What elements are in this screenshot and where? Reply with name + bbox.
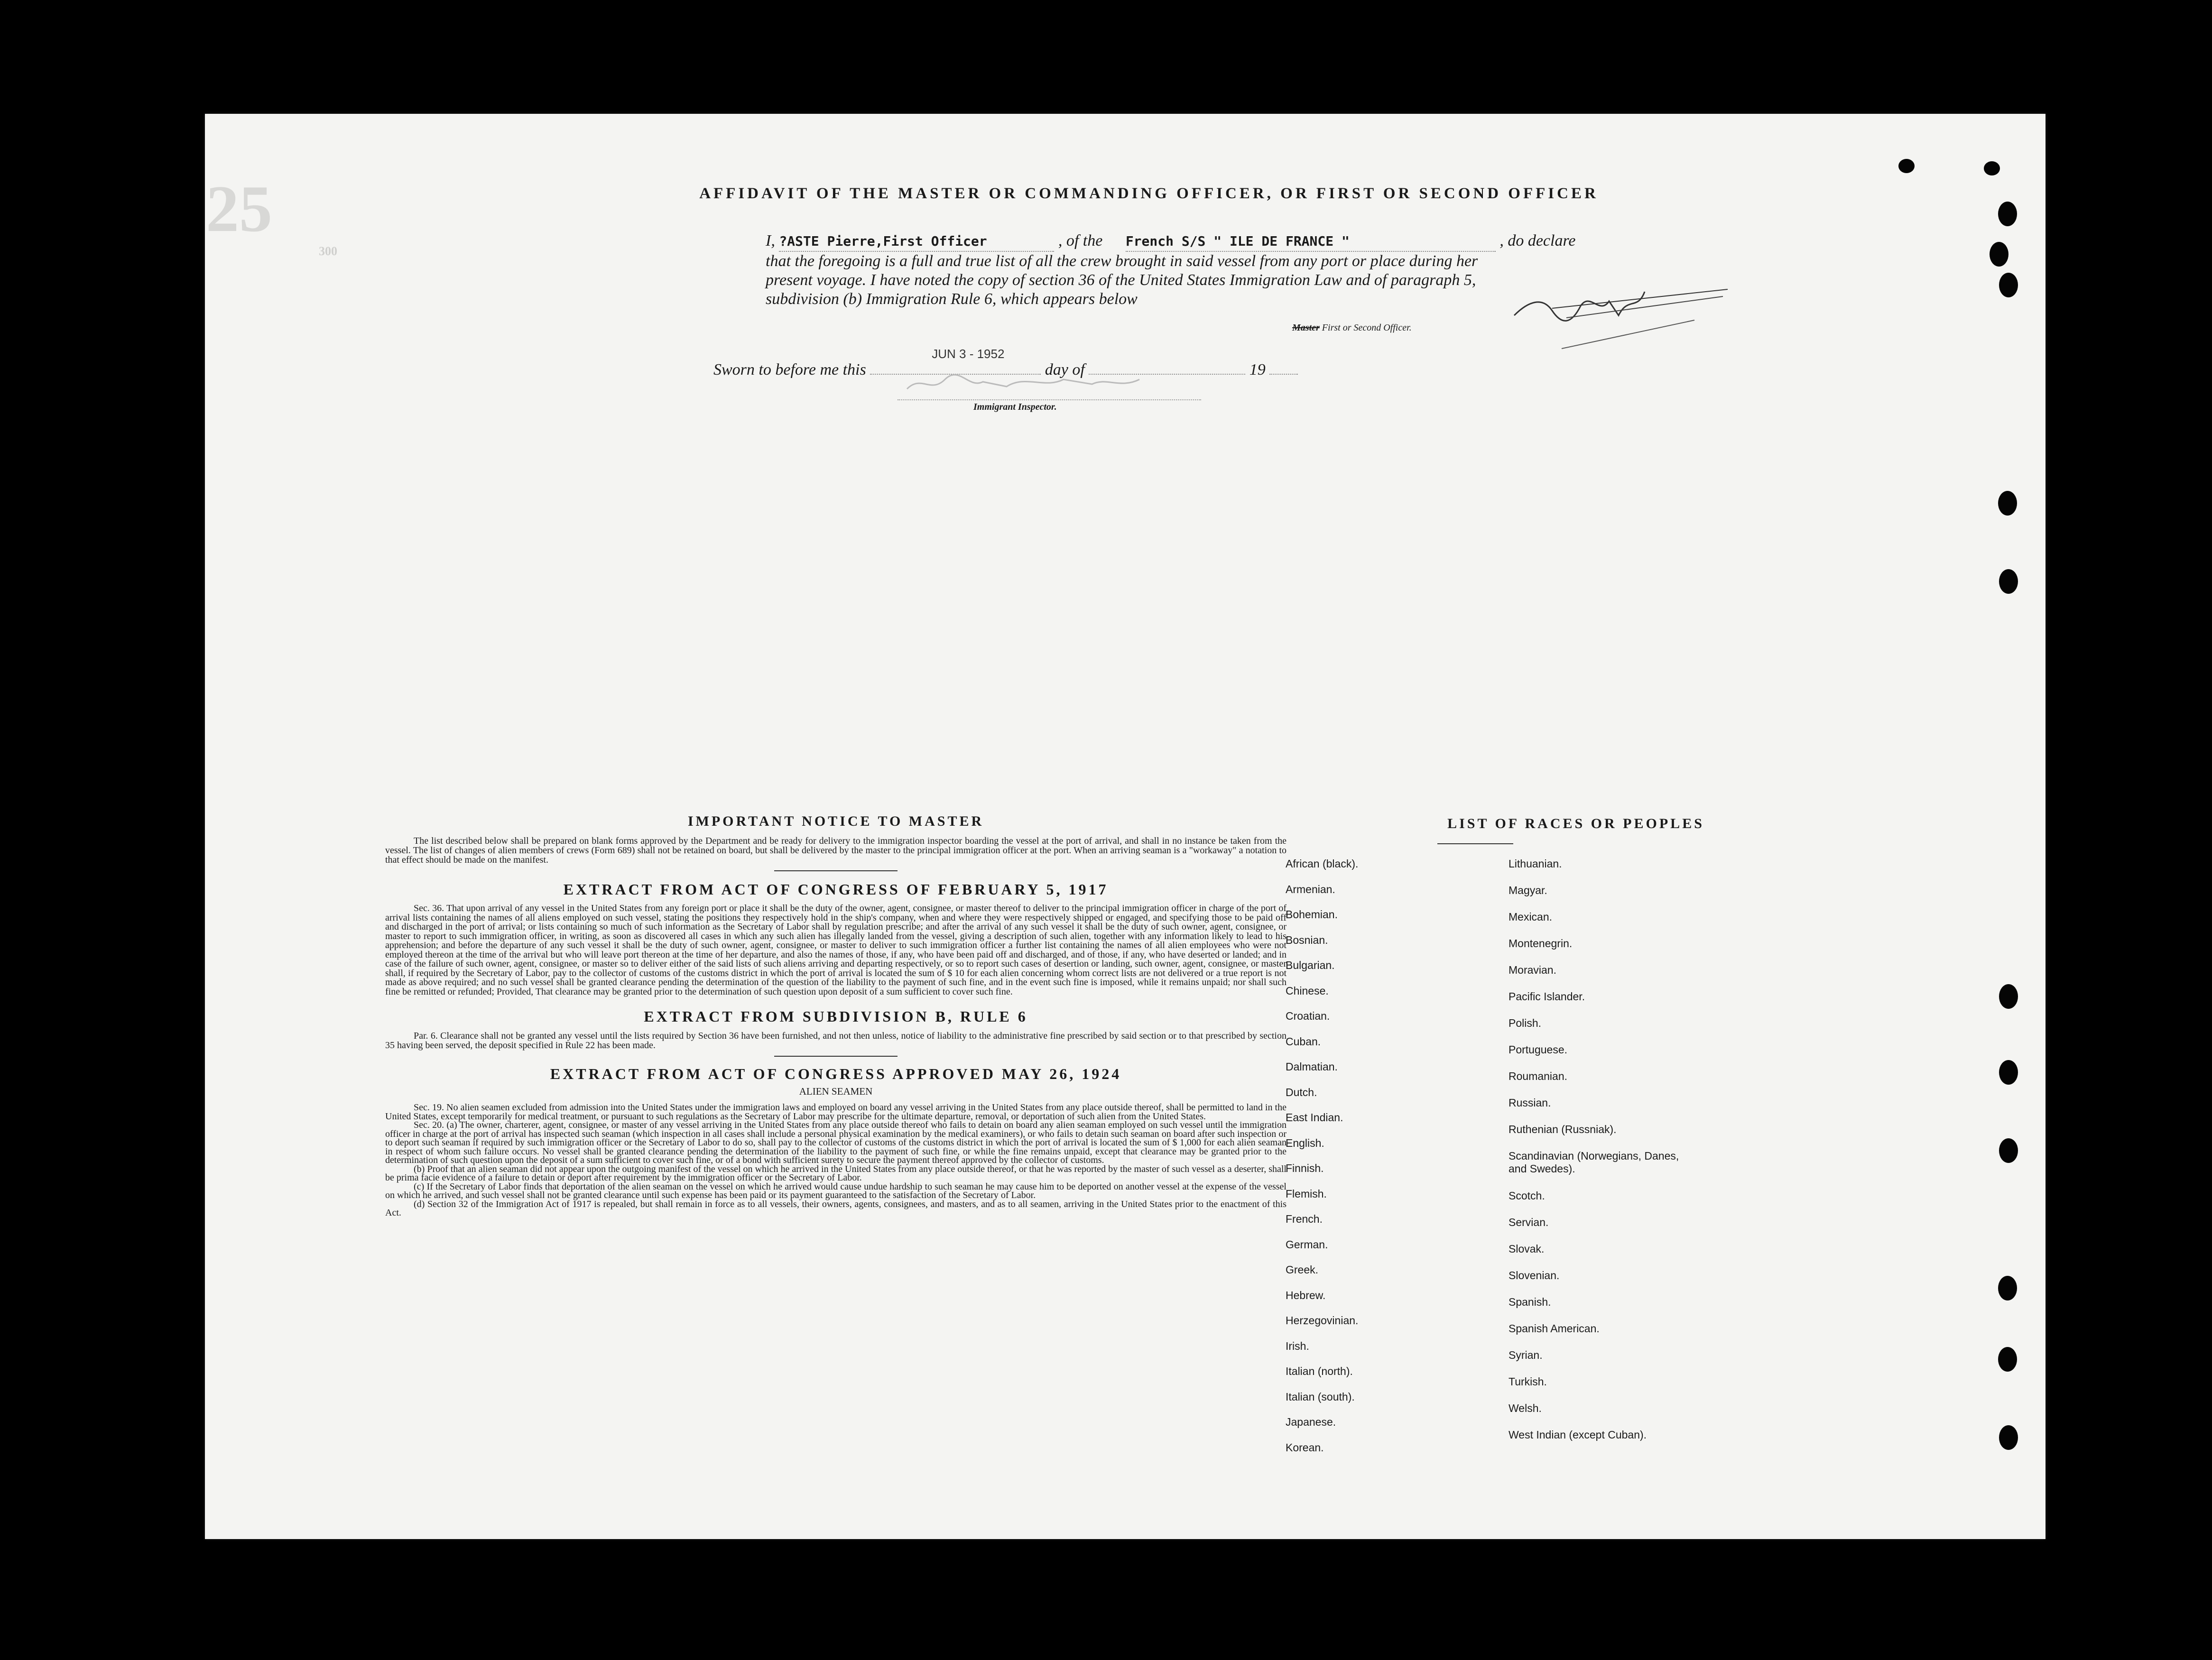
race-item: Croatian.	[1286, 1010, 1330, 1022]
affidavit-title: AFFIDAVIT OF THE MASTER OR COMMANDING OFFICER, OR FIRST OR SECOND OFFICER	[699, 185, 1599, 202]
punch-hole	[1984, 161, 2000, 175]
race-item: Finnish.	[1286, 1162, 1324, 1174]
race-item: German.	[1286, 1238, 1328, 1251]
divider	[774, 1056, 898, 1057]
race-item: Greek.	[1286, 1263, 1319, 1276]
race-item: Mexican.	[1509, 911, 1553, 923]
race-item: Korean.	[1286, 1441, 1324, 1454]
race-item: Welsh.	[1509, 1402, 1542, 1414]
race-item: East Indian.	[1286, 1111, 1343, 1124]
race-item: Japanese.	[1286, 1416, 1336, 1428]
vessel-name: French S/S " ILE DE FRANCE "	[1126, 232, 1496, 252]
race-item: Slovenian.	[1509, 1269, 1560, 1282]
race-item: French.	[1286, 1213, 1323, 1225]
extract3-para: Sec. 19. No alien seamen excluded from admission into the United States under the immigration laws and employed on board any vessel arriving in the United States from any place outside thereof, shall be permitted to land in the United States, except temporarily for medical treatment, or pursuant to such regulations as the Secretary of Labor may prescribe for the ultimate departure, removal, or deportation of such alien from the United States.	[385, 1102, 1286, 1122]
extract1-title: EXTRACT FROM ACT OF CONGRESS OF FEBRUARY 5, 1917	[563, 881, 1109, 898]
race-item: Moravian.	[1509, 964, 1556, 976]
races-title: LIST OF RACES OR PEOPLES	[1447, 816, 1704, 831]
stamp-small: 300	[319, 244, 337, 258]
notice-section	[385, 813, 1286, 1217]
notice-body: The list described below shall be prepared on blank forms approved by the Department and be ready for delivery to the immigration inspector boarding the vessel at the port of arrival, and shall in no instance be taken from the vessel. The list of changes of alien members of crews (Form 689) shall not be retained on board, but shall be delivered by the master to the principal immigration officer at the port. When an arriving seaman is a "workaway" a notation to that effect should be made on the manifest.	[385, 836, 1286, 865]
punch-hole	[1999, 1060, 2018, 1085]
extract2-title: EXTRACT FROM SUBDIVISION B, RULE 6	[644, 1008, 1028, 1025]
race-item: Spanish.	[1509, 1296, 1551, 1308]
race-item: Slovak.	[1509, 1243, 1545, 1255]
extract3-subtitle: ALIEN SEAMEN	[799, 1086, 873, 1097]
race-item: Syrian.	[1509, 1349, 1543, 1361]
punch-hole	[1998, 1347, 2017, 1372]
extract3-para: Sec. 20. (a) The owner, charterer, agent, consignee, or master of any vessel arriving in the United States from any place outside thereof who fails to detain on board any alien seaman employed on such vessel until the immigration officer in charge at the port of arrival has inspected such seaman (which inspection in all cases shall include a personal physical examination by the medical examiners), or who fails to detain such seaman on board after such inspection or to deport such seaman if required by such immigration officer or the Secretary of Labor to do so, shall pay to the collector of customs of the customs district in which the port of arrival is located the sum of $ 1,000 for each alien seaman in respect of whom such failure occurs. No vessel shall be granted clearance pending the determination of the liability to the payment of such fine, or while the fine remains unpaid, except that clearance may be granted prior to the determination of such question upon the deposit of a sum sufficient to cover such fine, or of a bond with sufficient surety to secure the payment thereof approved by the collector of customs.	[385, 1120, 1286, 1165]
race-item: Servian.	[1509, 1216, 1549, 1228]
race-item: Roumanian.	[1509, 1070, 1568, 1082]
year-field	[1269, 374, 1298, 375]
race-item: Armenian.	[1286, 883, 1335, 895]
punch-hole	[1999, 1138, 2018, 1163]
race-item: Lithuanian.	[1509, 858, 1562, 870]
document-sheet	[205, 114, 2045, 1539]
extract2-body: Par. 6. Clearance shall not be granted any vessel until the lists required by Section 36 have been furnished, and not then unless, notice of liability to the administrative fine prescribed by said section or to that prescribed by section 35 having been served, the deposit specified in Rule 22 has been made.	[385, 1031, 1286, 1051]
punch-hole	[1990, 242, 2008, 267]
stamp-number: 25	[206, 172, 272, 246]
declaration-line-4: subdivision (b) Immigration Rule 6, which appears below	[766, 290, 1138, 308]
inspector-signature	[902, 370, 1168, 398]
notice-title: IMPORTANT NOTICE TO MASTER	[687, 813, 984, 829]
race-item: Dutch.	[1286, 1086, 1317, 1098]
race-item: Bosnian.	[1286, 933, 1328, 946]
race-item: Cuban.	[1286, 1035, 1321, 1048]
declaration-line-2: that the foregoing is a full and true list of all the crew brought in said vessel from any port or place during her	[766, 252, 1478, 270]
punch-hole	[1999, 569, 2018, 594]
officer-signature	[1372, 282, 1732, 353]
inspector-label: Immigrant Inspector.	[973, 402, 1057, 412]
of-the-label: , of the	[1058, 232, 1103, 249]
race-item: Herzegovinian.	[1286, 1314, 1359, 1327]
divider	[774, 870, 898, 871]
race-item: Magyar.	[1509, 884, 1547, 896]
race-item: Polish.	[1509, 1017, 1542, 1029]
extract3-title: EXTRACT FROM ACT OF CONGRESS APPROVED MAY 26, 1924	[550, 1065, 1122, 1082]
sworn-label: Sworn to before me this	[713, 361, 866, 378]
race-item: Pacific Islander.	[1509, 990, 1585, 1003]
signature-caption: Master First or Second Officer.	[1292, 323, 1412, 333]
punch-hole	[1998, 491, 2017, 516]
race-item: Scotch.	[1509, 1190, 1545, 1202]
race-item: Chinese.	[1286, 984, 1329, 997]
race-item: Flemish.	[1286, 1187, 1327, 1200]
punch-hole	[1898, 159, 1915, 173]
race-item: Ruthenian (Russniak).	[1509, 1123, 1617, 1135]
race-item: Montenegrin.	[1509, 937, 1573, 950]
year-label: 19	[1249, 361, 1266, 378]
race-item: Turkish.	[1509, 1375, 1547, 1388]
inspector-line	[898, 399, 1201, 400]
race-item: Bohemian.	[1286, 908, 1338, 921]
race-item: Hebrew.	[1286, 1289, 1326, 1301]
i-label: I,	[766, 232, 775, 249]
race-item: Spanish American.	[1509, 1322, 1600, 1335]
race-item: Irish.	[1286, 1339, 1309, 1352]
race-item: West Indian (except Cuban).	[1509, 1429, 1647, 1441]
date-stamp: JUN 3 - 1952	[932, 347, 1005, 361]
race-item: Portuguese.	[1509, 1043, 1568, 1056]
race-item: African (black).	[1286, 858, 1359, 870]
day-of-label: day of	[1045, 361, 1085, 378]
race-item: Italian (south).	[1286, 1390, 1355, 1403]
divider	[1437, 843, 1513, 844]
race-item: Bulgarian.	[1286, 959, 1335, 971]
punch-hole	[1998, 1276, 2017, 1300]
race-item: Scandinavian (Norwegians, Danes, and Swedes).	[1509, 1150, 1679, 1175]
race-item: Italian (north).	[1286, 1365, 1353, 1377]
race-item: English.	[1286, 1136, 1324, 1149]
punch-hole	[1998, 202, 2017, 226]
extract3-para: (c) If the Secretary of Labor finds that deportation of the alien seaman on the vessel on which he arrived would cause undue hardship to such seaman he may cause him to be deported on another vessel at the expense of the vessel on which he arrived, and such vessel shall not be granted clearance until such expense has been paid or its payment guaranteed to the satisfaction of the Secretary of Labor.	[385, 1181, 1286, 1200]
declaration-line-3: present voyage. I have noted the copy of section 36 of the United States Immigration Law and of paragraph 5,	[766, 271, 1476, 289]
officer-name: ?ASTE Pierre,First Officer	[779, 232, 1054, 252]
extract3-para: (b) Proof that an alien seaman did not appear upon the outgoing manifest of the vessel on which he arrived in the United States from any place outside thereof, or that he was reported by the master of such vessel as a deserter, shall be prima facie evidence of a failure to detain or deport after requirement by the immigration officer or the Secretary of Labor.	[385, 1163, 1286, 1183]
punch-hole	[1999, 1425, 2018, 1450]
do-declare-label: , do declare	[1499, 232, 1576, 249]
race-item: Dalmatian.	[1286, 1061, 1338, 1073]
punch-hole	[1999, 273, 2018, 297]
race-item: Russian.	[1509, 1097, 1551, 1109]
extract1-body: Sec. 36. That upon arrival of any vessel in the United States from any foreign port or place it shall be the duty of the owner, agent, consignee, or master thereof to deliver to the principal immigration officer in charge of the port of arrival lists containing the names of all aliens employed on such vessel, stating the positions they respectively hold in the ship's company, when and where they were respectively shipped or engaged, and specifying those to be paid off and discharged in the port of arrival; or lists containing so much of such information as the Secretary of Labor shall by regulation prescribe; and after the arrival of any such vessel it shall be the duty of such owner, agent, consignee, or master to report to such immigration officer, in writing, as soon as discovered all cases in which any such alien has illegally landed from the vessel, giving a description of such alien, together with any information likely to lead to his apprehension; and before the departure of any such vessel it shall be the duty of such owner, agent, consignee, or master to deliver to such immigration officer a further list containing the names of all alien employees who were not employed thereon at the time of the arrival but who will leave port thereon at the time of her departure, and also the names of those, if any, who have been paid off and discharged, and of those, if any, who have deserted or landed; and in case of the failure of such owner, agent, consignee, or master so to deliver either of the said lists of such aliens arriving and departing respectively, or so to report such cases of desertion or landing, such owner, agent, consignee, or master shall, if required by the Secretary of Labor, pay to the collector of customs of the customs district in which the port of arrival is located the sum of $ 10 for each alien concerning whom correct lists are not delivered or a true report is not made as above required; and no such vessel shall be granted clearance pending the determination of the question of the liability to the payment of such fine, and in the event such fine is imposed, while it remains unpaid; nor shall such fine be remitted or refunded; Provided, That clearance may be granted prior to the determination of such question upon deposit of a sum sufficient to cover such fine.	[385, 903, 1286, 997]
punch-hole	[1999, 984, 2018, 1009]
extract3-para: (d) Section 32 of the Immigration Act of 1917 is repealed, but shall remain in force as to all vessels, their owners, agents, consignees, and masters, and as to all seamen, arriving in the United States prior to the enactment of this Act.	[385, 1199, 1286, 1218]
